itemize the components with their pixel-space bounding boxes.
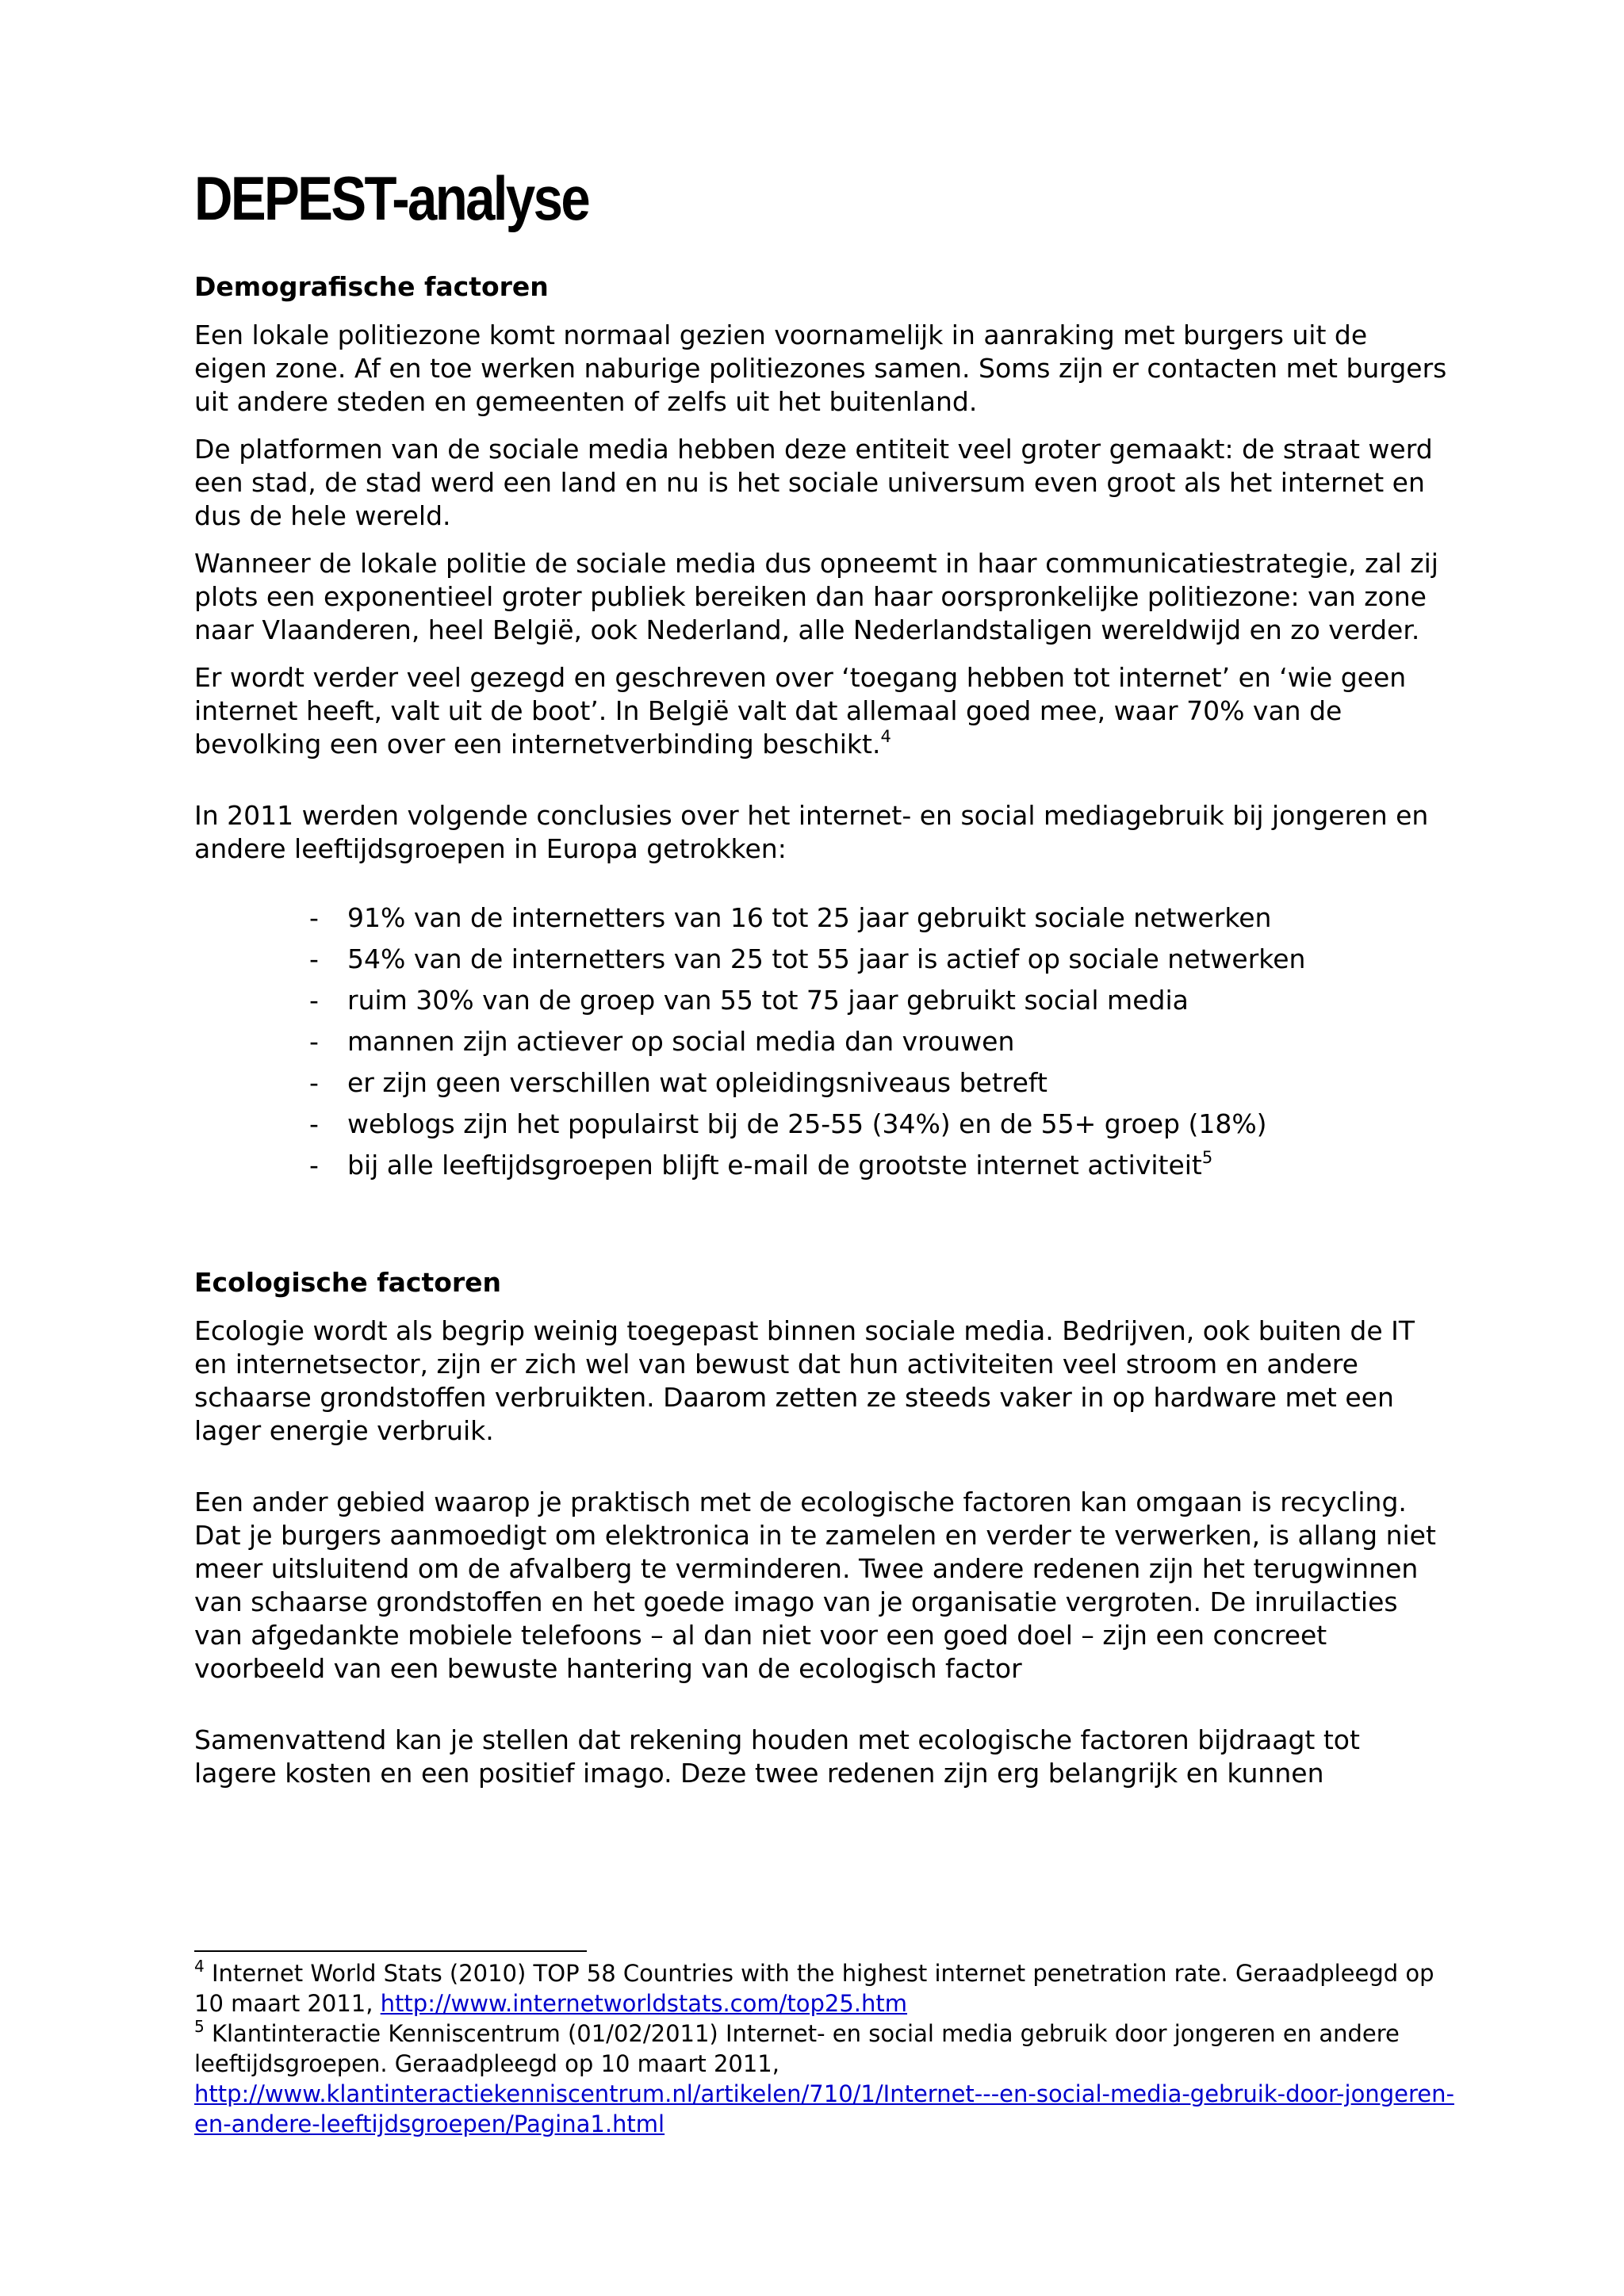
- dash-bullet: -: [309, 1067, 319, 1098]
- paragraph: Wanneer de lokale politie de sociale media dus opneemt in haar communicatiestrategie, zal zij plots een exponentieel groter publiek bereiken dan haar oorspronkelijke politiezone: van zone naar Vlaanderen, heel België, ook Nederland, alle Nederlandstaligen wereldwijd en zo verder.: [194, 548, 1438, 645]
- footnote-separator: [194, 1950, 587, 1952]
- section-heading-ecologisch: Ecologische factoren: [194, 1267, 502, 1298]
- paragraph: Een lokale politiezone komt normaal gezien voornamelijk in aanraking met burgers uit de eigen zone. Af en toe werken naburige politiezones samen. Soms zijn er contacten met burgers uit andere steden en gemeenten of zelfs uit het buitenland.: [194, 320, 1447, 417]
- list-item: - 54% van de internetters van 25 tot 55 jaar is actief op sociale netwerken: [309, 939, 1447, 980]
- footnote-number: 4: [194, 1957, 205, 1976]
- footnote-4: $^4$ Internet World Stats (2010) TOP 58 Countries with the highest internet penetration rate. Geraadpleegd op 10 maart 2011, http://www.internetworldstats.com/top25.htm: [194, 1957, 1434, 2017]
- footnote-link[interactable]: http://www.internetworldstats.com/top25.htm: [380, 1990, 908, 2017]
- paragraph: In 2011 werden volgende conclusies over het internet- en social mediagebruik bij jongeren en andere leeftijdsgroepen in Europa getrokken:: [194, 800, 1429, 864]
- page-title: DEPEST-analyse: [194, 163, 589, 233]
- dash-bullet: -: [309, 902, 319, 933]
- paragraph: De platformen van de sociale media hebben deze entiteit veel groter gemaakt: de straat werd een stad, de stad werd een land en nu is het sociale universum even groot als het internet en dus de hele wereld.: [194, 434, 1433, 531]
- section-heading-demografisch: Demografische factoren: [194, 271, 549, 302]
- list-item: - 91% van de internetters van 16 tot 25 jaar gebruikt sociale netwerken: [309, 897, 1447, 939]
- list-item: - er zijn geen verschillen wat opleidingsniveaus betreft: [309, 1062, 1447, 1104]
- footnote-link[interactable]: http://www.klantinteractiekenniscentrum.nl/artikelen/710/1/Internet---en-social-media-gebruik-door-jongeren-en-andere-leeftijdsgroepen/Pagina1.html: [194, 2080, 1454, 2137]
- dash-bullet: -: [309, 985, 319, 1016]
- section-ecologisch: [194, 1265, 1447, 1790]
- footnote-ref-4[interactable]: 4: [880, 727, 891, 746]
- footnotes: [194, 1958, 1463, 2139]
- footnote-5: $^5$ Klantinteractie Kenniscentrum (01/02/2011) Internet- en social media gebruik door jongeren en andere leeftijdsgroepen. Geraadpleegd op 10 maart 2011, http://www.klantinteractiekenniscentrum.nl/artikelen/710/1/Internet---en-social-media-gebruik-door-jongeren-en-andere-leeftijdsgroepen/Pagina1.html: [194, 2017, 1454, 2137]
- dash-bullet: -: [309, 943, 319, 974]
- paragraph: [194, 661, 1447, 761]
- paragraph-text: Er wordt verder veel gezegd en geschreven over ‘toegang hebben tot internet’ en ‘wie geen internet heeft, valt uit de boot’. In België valt dat allemaal goed mee, waar 70% van de bevolking een over een internetverbinding beschikt.: [194, 662, 1407, 760]
- document-body: [194, 159, 1447, 1804]
- paragraph: Een ander gebied waarop je praktisch met de ecologische factoren kan omgaan is recycling. Dat je burgers aanmoedigt om elektronica in te zamelen en verder te verwerken, is allang niet meer uitsluitend om de afvalberg te verminderen. Twee andere redenen zijn het terugwinnen van schaarse grondstoffen en het goede imago van je organisatie vergroten. De inruilacties van afgedankte mobiele telefoons – al dan niet voor een goed doel – zijn een concreet voorbeeld van een bewuste hantering van de ecologisch factor: [194, 1487, 1436, 1684]
- dash-bullet: -: [309, 1026, 319, 1057]
- section-demografisch: [194, 270, 1447, 1186]
- dash-bullet: -: [309, 1108, 319, 1139]
- paragraph: Samenvattend kan je stellen dat rekening houden met ecologische factoren bijdraagt tot lagere kosten en een positief imago. Deze twee redenen zijn erg belangrijk en kunnen: [194, 1724, 1360, 1789]
- conclusion-list: [194, 897, 1447, 1186]
- dash-bullet: -: [309, 1150, 319, 1181]
- list-item: - weblogs zijn het populairst bij de 25-55 (34%) en de 55+ groep (18%): [309, 1104, 1447, 1145]
- list-item: - mannen zijn actiever op social media dan vrouwen: [309, 1021, 1447, 1062]
- footnote-ref-5[interactable]: 5: [1201, 1148, 1213, 1167]
- list-item: - ruim 30% van de groep van 55 tot 75 jaar gebruikt social media: [309, 980, 1447, 1021]
- paragraph: Ecologie wordt als begrip weinig toegepast binnen sociale media. Bedrijven, ook buiten de IT en internetsector, zijn er zich wel van bewust dat hun activiteiten veel stroom en andere schaarse grondstoffen verbruikten. Daarom zetten ze steeds vaker in op hardware met een lager energie verbruik.: [194, 1315, 1415, 1446]
- list-item: - bij alle leeftijdsgroepen blijft e-mail de grootste internet activiteit$^5$: [309, 1145, 1447, 1186]
- footnote-number: 5: [194, 2017, 205, 2036]
